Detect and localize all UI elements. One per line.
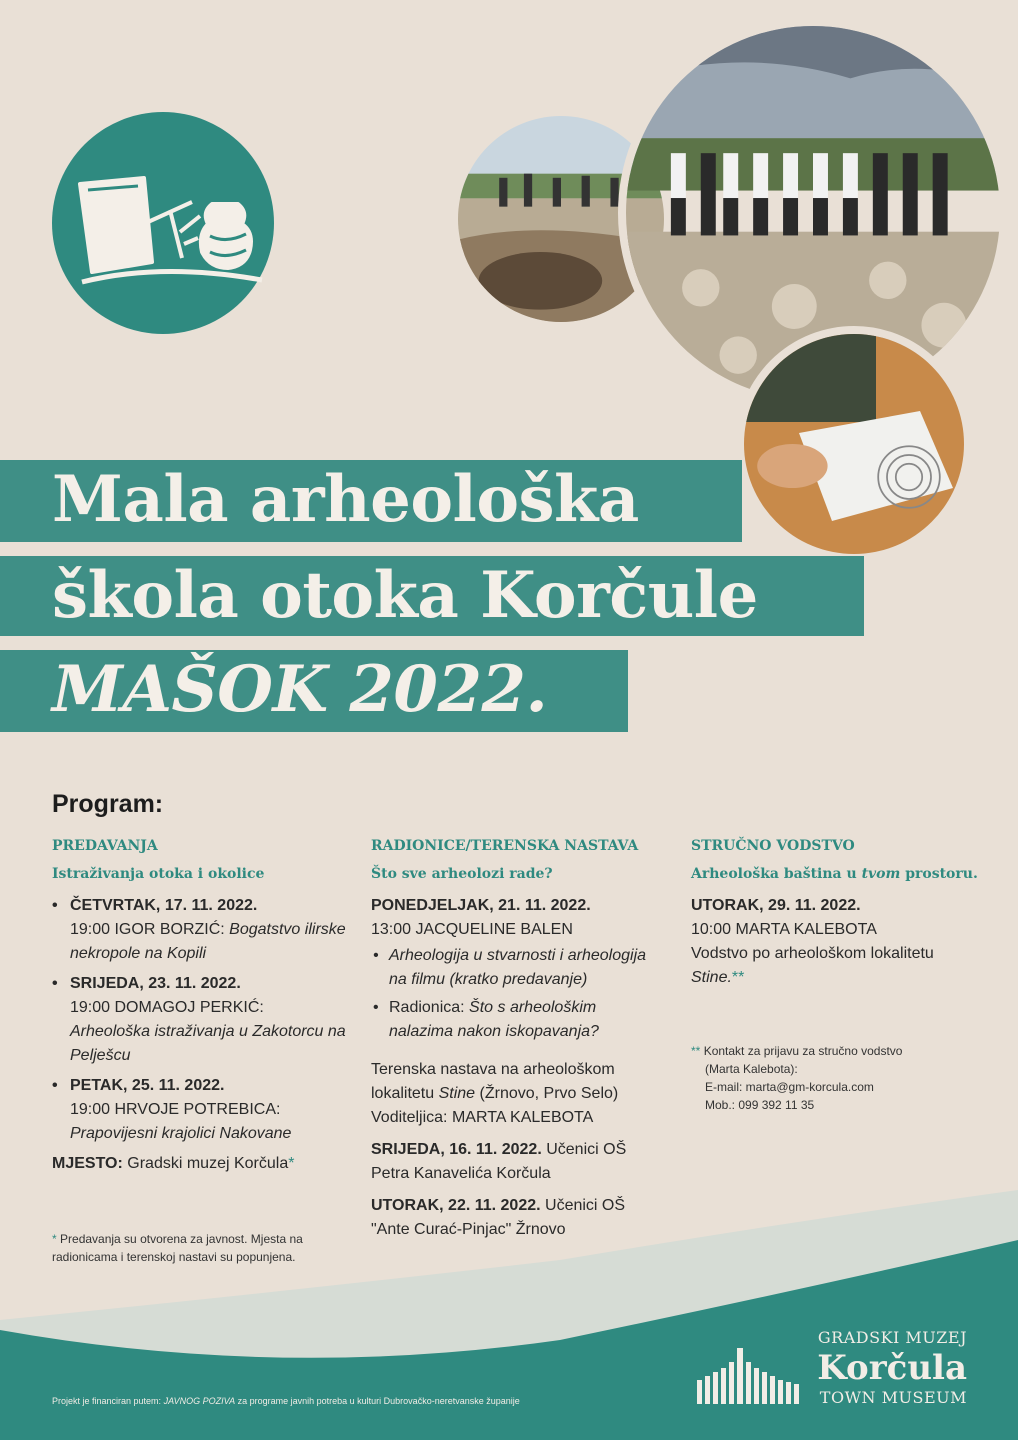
lectures-subheading: Istraživanja otoka i okolice bbox=[52, 866, 265, 882]
column-lectures bbox=[52, 836, 352, 1176]
place-value: Gradski muzej Korčula bbox=[127, 1155, 289, 1172]
list-item bbox=[52, 1074, 352, 1146]
funding-note bbox=[52, 1396, 520, 1406]
tour-heading: STRUČNO VODSTVO bbox=[691, 838, 855, 854]
sub-pre: Arheološka baština u bbox=[691, 866, 862, 882]
museum-logo bbox=[697, 1318, 967, 1410]
skyline-icon bbox=[697, 1348, 807, 1408]
contact-line: Kontakt za prijavu za stručno vodstvo bbox=[703, 1044, 903, 1058]
title-line-2: škola otoka Korčule bbox=[52, 558, 758, 633]
photo-students-drawing bbox=[736, 326, 972, 562]
list-item: • Arheologija u stvarnosti i arheologija na filmu (kratko predavanje) bbox=[371, 944, 661, 992]
lecture-date: • ČETVRTAK, 17. 11. 2022. bbox=[70, 897, 258, 914]
funding-pre: Projekt je financiran putem: bbox=[52, 1396, 164, 1406]
field-leader: Voditeljica: MARTA KALEBOTA bbox=[371, 1109, 594, 1126]
lecture-topic: Arheološka istraživanja u Zakotorcu na Pelješcu bbox=[70, 1023, 346, 1064]
workshops-subheading: Što sve arheolozi rade? bbox=[371, 866, 553, 882]
sub-em: tvom bbox=[861, 866, 901, 882]
date-text: Učenici OŠ "Ante Curać-Pinjac" Žrnovo bbox=[371, 1197, 626, 1238]
workshop-speaker: 13:00 JACQUELINE BALEN bbox=[371, 921, 573, 938]
contact-note bbox=[691, 1042, 941, 1114]
archaeology-tools-icon bbox=[52, 112, 274, 334]
asterisk: ** bbox=[731, 969, 745, 986]
museum-name-top: GRADSKI MUZEJ bbox=[817, 1328, 967, 1347]
workshop-date: PONEDJELJAK, 21. 11. 2022. bbox=[371, 897, 591, 914]
title-line-3: MAŠOK 2022. bbox=[52, 652, 548, 727]
column-guided-tour bbox=[691, 836, 991, 990]
museum-name: Korčula bbox=[817, 1348, 967, 1388]
field-work bbox=[371, 1058, 661, 1130]
contact-phone: Mob.: 099 392 11 35 bbox=[705, 1098, 815, 1112]
funding-post: za programe javnih potreba u kulturi Dubrovačko-neretvanske županije bbox=[235, 1396, 520, 1406]
lecture-topic: Bogatstvo ilirske nekropole na Kopili bbox=[70, 921, 346, 962]
lecture-list bbox=[52, 894, 352, 1146]
lecture-date: • PETAK, 25. 11. 2022. bbox=[70, 1077, 225, 1094]
lecture-speaker: 19:00 HRVOJE POTREBICA: bbox=[70, 1101, 281, 1118]
funding-em: JAVNOG POZIVA bbox=[163, 1396, 236, 1406]
lecture-place bbox=[52, 1152, 352, 1176]
lecture-speaker: 19:00 IGOR BORZIĆ: bbox=[70, 921, 225, 938]
lecture-topic: Prapovijesni krajolici Nakovane bbox=[70, 1125, 292, 1142]
sub-post: prostoru. bbox=[900, 866, 978, 882]
tour-subheading bbox=[691, 864, 991, 884]
date: SRIJEDA, 16. 11. 2022. bbox=[371, 1141, 542, 1158]
date-text: Učenici OŠ Petra Kanavelića Korčula bbox=[371, 1141, 627, 1182]
contact-email: E-mail: marta@gm-korcula.com bbox=[705, 1080, 874, 1094]
museum-name-bottom: TOWN MUSEUM bbox=[819, 1388, 967, 1407]
workshop-list bbox=[371, 944, 661, 1044]
place-label: MJESTO: bbox=[52, 1155, 123, 1172]
workshop-prefix: Radionica: bbox=[389, 999, 470, 1016]
title-line-1: Mala arheološka bbox=[52, 462, 639, 537]
school-logo bbox=[52, 112, 274, 334]
tour-date: UTORAK, 29. 11. 2022. bbox=[691, 897, 861, 914]
contact-name: (Marta Kalebota): bbox=[705, 1062, 798, 1076]
workshops-heading: RADIONICE/TERENSKA NASTAVA bbox=[371, 838, 639, 854]
date: UTORAK, 22. 11. 2022. bbox=[371, 1197, 541, 1214]
asterisk: * bbox=[288, 1155, 295, 1172]
field-date-1 bbox=[371, 1138, 661, 1186]
workshop-topic: Što s arheološkim nalazima nakon iskopavanja? bbox=[389, 999, 599, 1040]
tour-speaker: 10:00 MARTA KALEBOTA bbox=[691, 921, 877, 938]
lecture-speaker: 19:00 DOMAGOJ PERKIĆ: bbox=[70, 999, 264, 1016]
site-name: Stine. bbox=[691, 969, 732, 986]
field-location: (Žrnovo, Prvo Selo) bbox=[475, 1085, 619, 1102]
field-text: Terenska nastava na arheološkom lokalitetu bbox=[371, 1061, 615, 1102]
lecture-date: • SRIJEDA, 23. 11. 2022. bbox=[70, 975, 241, 992]
asterisk: ** bbox=[691, 1044, 701, 1058]
tour-text: Vodstvo po arheološkom lokalitetu bbox=[691, 945, 934, 962]
asterisk: * bbox=[52, 1232, 57, 1246]
note-text: Predavanja su otvorena za javnost. Mjesta na radionicama i terenskoj nastavi su popunjena. bbox=[52, 1232, 303, 1264]
list-item bbox=[52, 894, 352, 966]
lectures-heading: PREDAVANJA bbox=[52, 838, 158, 854]
list-item bbox=[52, 972, 352, 1068]
list-item bbox=[371, 996, 661, 1044]
field-site: Stine bbox=[438, 1085, 476, 1102]
tour-site bbox=[691, 966, 991, 990]
program-heading: Program: bbox=[52, 790, 164, 818]
